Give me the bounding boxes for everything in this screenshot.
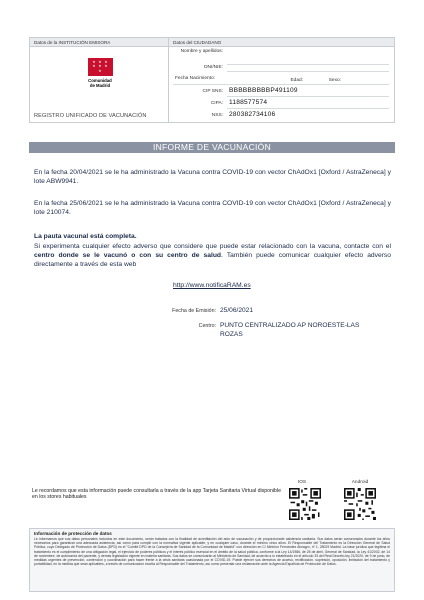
- issue-date-value: 25/06/2021: [220, 307, 254, 314]
- complete-notice: La pauta vacunal está completa.: [34, 233, 137, 240]
- dni-label: DNI/NIE:: [204, 65, 223, 70]
- comunidad-madrid-logo: [80, 58, 120, 88]
- birth-line: [173, 84, 389, 85]
- nss-value: 280382734106: [229, 111, 276, 118]
- adverse-text-part3: . También puede comunicar cualquier efecto adverso directamente a través de esta web: [34, 252, 391, 268]
- android-label: Android: [351, 480, 369, 485]
- dose-2-text: En la fecha 25/06/2021 se le ha administrado la Vacuna contra COVID-19 con vector ChAdOx1 [Oxford / AstraZeneca] y lote 210074.: [34, 200, 391, 216]
- ios-qr-code-icon[interactable]: [289, 488, 321, 520]
- center-value: PUNTO CENTRALIZADO AP NOROESTE-LAS ROZAS: [220, 322, 360, 338]
- age-label: Edad:: [290, 78, 303, 83]
- nss-label: NSS:: [211, 113, 223, 118]
- adverse-text-part1: Si experimenta cualquier efecto adverso que considere que puede estar relacionado con la vacuna, contacte con el: [34, 243, 391, 250]
- name-line: [227, 64, 389, 65]
- ios-label: IOS: [297, 480, 307, 485]
- cip-sns-line: [227, 96, 389, 97]
- name-label: Nombre y apellidos:: [180, 49, 223, 54]
- cipa-line: [227, 108, 389, 109]
- issuer-box: [29, 37, 169, 123]
- citizen-caption: Datos del CIUDADANO: [169, 38, 394, 47]
- center-label: Centro:: [198, 323, 216, 329]
- cip-sns-label: CIP SNS:: [202, 89, 223, 94]
- dni-line: [227, 71, 389, 72]
- android-qr-code-icon[interactable]: [344, 488, 376, 520]
- notifica-ram-link[interactable]: http://www.notificaRAM.es: [173, 282, 251, 289]
- cipa-value: 1188577574: [229, 99, 268, 106]
- citizen-box: [169, 37, 395, 123]
- dose-1-text: En la fecha 20/04/2021 se le ha administrado la Vacuna contra COVID-19 con vector ChAdOx1 [Oxford / AstraZeneca] y lote ABW9941.: [34, 169, 391, 185]
- logo-text-line2: de Madrid: [89, 83, 111, 88]
- issue-date-label: Fecha de Emisión:: [172, 308, 216, 314]
- data-protection-notice: [29, 528, 395, 592]
- registry-name: REGISTRO UNIFICADO DE VACUNACIÓN: [34, 113, 147, 119]
- adverse-effects-text: [34, 242, 391, 269]
- birth-label: Fecha Nacimiento:: [175, 76, 215, 81]
- report-title: INFORME DE VACUNACIÓN: [29, 142, 395, 153]
- cip-sns-value: BBBBBBBBBP491109: [229, 87, 298, 94]
- cipa-label: CIPA:: [210, 101, 223, 106]
- logo-text-line1: Comunidad: [88, 78, 112, 83]
- madrid-flag-icon: ★ ★ ★ ★ ★ ★ ★: [88, 58, 113, 76]
- issuer-caption: Datos de la INSTITUCIÓN EMISORA: [30, 38, 168, 47]
- data-protection-body: Le informamos que sus datos personales incluidos en este documento, serán tratados con la finalidad de acreditación del acto de vacunación y de proporcionarle asistencia sanitaria. Sus datos serán conservados durante los años necesarios para garantizar una adecuada asistencia, así como para cumplir con la normativa vigente aplicable, y en cualquier caso, durante el mínimo cinco años. El Responsable del Tratamiento es la Dirección General de Salud Pública, cuyo Delegado de Protección de Datos (DPD) es el "Comité DPD de la Consejería de Sanidad de la Comunidad de Madrid" con dirección en C/ Melchor Fernández Almagro, nº 1, 28029 Madrid. La base jurídica que legitima el tratamiento es el cumplimiento de una obligación legal, el ejercicio de poderes públicos y el interés público esencial en el ámbito de la salud pública, conforme a la Ley 14/1986, de 25 de abril, General de Sanidad, la Ley 41/2002, de 14 de noviembre, de autonomía del paciente, y demás legislación vigente en materia sanitaria. Sus datos se comunicarán al Ministerio de Sanidad, de acuerdo a lo establecido en el artículo 33 del Real Decreto-ley 21/2020, de 9 de junio, de medidas urgentes de prevención, contención y coordinación para hacer frente a la crisis sanitaria ocasionada por el COVID-19. Puede ejercer sus derechos de acceso, rectificación, supresión, oposición, limitación del tratamiento y portabilidad, en la medida que sean aplicables, a través de comunicación escrita al Responsable del Tratamiento, así como presentar una reclamación ante la Agencia Española de Protección de Datos.: [34, 537, 390, 567]
- data-protection-title: Información de protección de datos: [34, 531, 112, 536]
- app-reminder-text: Le recordamos que esta información puede consultarla a través de la app Tarjeta Sanitaria Virtual disponible en los stores habituales: [32, 488, 281, 501]
- adverse-text-bold: centro donde se le vacunó o con su centro de salud: [34, 252, 222, 259]
- sex-label: Sexo:: [328, 78, 341, 83]
